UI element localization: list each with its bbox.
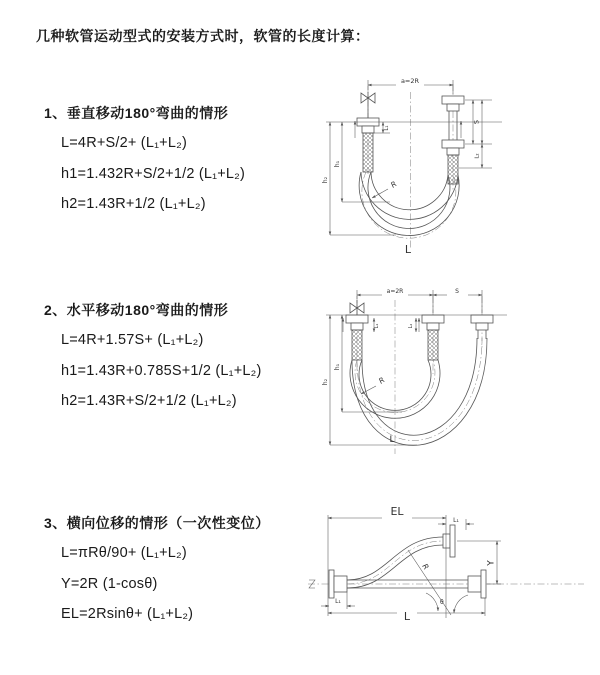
dim-label-l2: L₂: [474, 153, 481, 159]
angle-label: θ: [440, 599, 444, 606]
braided-hose-section: [363, 133, 373, 172]
length-label: L: [389, 435, 395, 445]
diagram-horizontal-180-bend: [312, 282, 600, 467]
braided-hose-section: [352, 330, 362, 360]
pipe-fitting-2: [422, 315, 444, 360]
section-1-formula-h1: h1=1.432R+S/2+1/2 (L₁+L₂): [61, 165, 246, 182]
dim-label-s: S: [455, 288, 459, 295]
length-label: L: [404, 243, 412, 256]
diagram-lateral-displacement: [300, 503, 595, 653]
section-3-formula-L: L=πRθ/90+ (L₁+L₂): [61, 545, 187, 561]
dim-label-el: EL: [390, 505, 404, 518]
section-3-formula-EL: EL=2Rsinθ+ (L₁+L₂): [61, 606, 194, 622]
page-title: 几种软管运动型式的安装方式时，软管的长度计算：: [36, 28, 370, 44]
pipe-fitting-3: [471, 315, 493, 339]
diagram-vertical-180-bend: [312, 72, 600, 262]
dim-label-a2r: a=2R: [400, 77, 420, 85]
dim-label-l2: L₂: [408, 323, 414, 329]
section-1-formula-L: L=4R+S/2+ (L₁+L₂): [61, 135, 187, 151]
section-3: [44, 513, 319, 630]
section-3-heading: 3、横向位移的情形（一次性变位）: [44, 515, 270, 531]
dim-label-h2: h₂: [322, 378, 329, 386]
dimension-lines: [321, 515, 501, 618]
section-2-formula-L: L=4R+1.57S+ (L₁+L₂): [61, 332, 204, 348]
braided-hose-section: [428, 330, 438, 360]
braided-hose-section: [448, 155, 458, 184]
right-pipe-fitting: [442, 96, 464, 184]
hose-curves: [359, 172, 459, 236]
left-pipe-fitting: [357, 118, 379, 172]
section-2: [44, 300, 319, 417]
section-2-heading: 2、水平移动180°弯曲的情形: [44, 302, 229, 318]
hose-curves: [350, 338, 487, 445]
radius-label: R: [420, 561, 431, 572]
radius-label: R: [388, 179, 399, 190]
dim-label-s: S: [472, 119, 481, 125]
dim-label-l1-top: L₁: [453, 517, 459, 524]
upper-flange-fitting: [443, 525, 455, 557]
dim-label-h2: h₂: [322, 176, 329, 184]
dim-label-l1: L₁: [384, 125, 390, 131]
dim-label-y: Y: [486, 560, 497, 566]
centerlines: [362, 84, 456, 250]
length-label: L: [403, 610, 411, 623]
section-3-formula-Y: Y=2R (1-cosθ): [61, 575, 158, 592]
left-flange-fitting: [329, 570, 347, 598]
valve-icon: [350, 300, 364, 315]
dim-label-l1: L₁: [374, 323, 380, 329]
section-1-formula-h2: h2=1.43R+1/2 (L₁+L₂): [61, 196, 206, 212]
valve-icon: [361, 92, 375, 118]
pipe-fitting-1: [346, 315, 368, 360]
radius-label: R: [376, 375, 387, 386]
dimension-lines: [326, 290, 507, 445]
section-2-formula-h1: h1=1.43R+0.785S+1/2 (L₁+L₂): [61, 362, 262, 379]
dim-label-h1: h₁: [334, 160, 341, 168]
section-1-heading: 1、垂直移动180°弯曲的情形: [44, 105, 229, 121]
section-2-formula-h2: h2=1.43R+S/2+1/2 (L₁+L₂): [61, 393, 237, 409]
dim-label-h1: h₁: [334, 363, 341, 371]
dim-label-l1-left: L₁: [335, 598, 341, 605]
section-1: [44, 103, 319, 220]
dim-label-a2r: a=2R: [386, 288, 404, 295]
